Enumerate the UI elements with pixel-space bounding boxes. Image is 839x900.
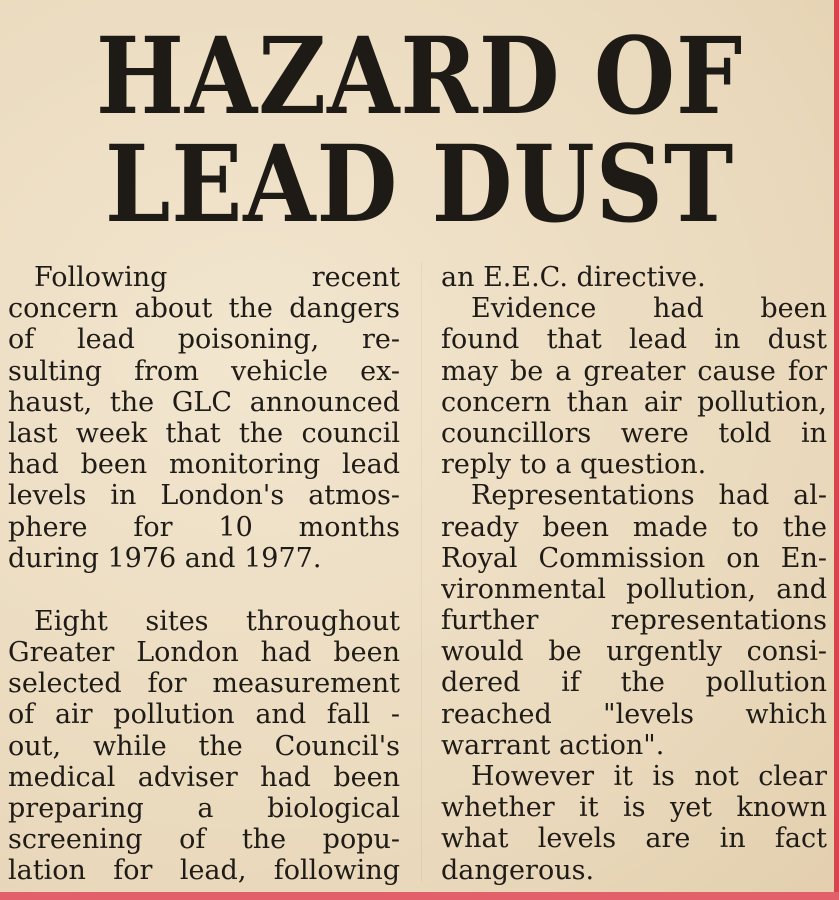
text-line: of air pollution and fall - bbox=[8, 699, 400, 731]
text-line: Eight sites throughout bbox=[34, 605, 400, 637]
text-line: ready been made to the bbox=[441, 511, 827, 543]
paragraph-3 bbox=[441, 262, 827, 293]
text-line: out, while the Council's bbox=[8, 730, 400, 762]
text-line: selected for measurement bbox=[8, 668, 400, 700]
text-line: dangerous. bbox=[441, 854, 595, 886]
text-line: councillors were told in bbox=[441, 417, 827, 449]
text-line: further representations bbox=[441, 605, 827, 637]
text-line: during 1976 and 1977. bbox=[8, 542, 322, 574]
text-line: vironmental pollution, and bbox=[441, 573, 827, 605]
paragraph-6 bbox=[441, 761, 827, 886]
text-line: levels in London's atmos- bbox=[8, 480, 400, 512]
text-line: Following recent bbox=[34, 262, 400, 293]
text-line: concern than air pollution, bbox=[441, 386, 827, 418]
text-line: screening of the popu- bbox=[8, 824, 400, 856]
text-line: an E.E.C. directive. bbox=[441, 262, 706, 293]
text-line: Evidence had been bbox=[471, 293, 827, 325]
clipping-border-right bbox=[834, 0, 839, 900]
paragraph-4 bbox=[441, 293, 827, 480]
article-column-left bbox=[8, 262, 400, 887]
text-line: Greater London had been bbox=[8, 637, 400, 669]
text-line: sulting from vehicle ex- bbox=[8, 355, 400, 387]
text-line: whether it is yet known bbox=[441, 792, 827, 824]
text-line: found that lead in dust bbox=[441, 324, 827, 356]
text-line: Royal Commission on En- bbox=[441, 542, 827, 574]
text-line: medical adviser had been bbox=[8, 761, 400, 793]
text-line: warrant action". bbox=[441, 729, 665, 761]
column-gutter bbox=[421, 262, 422, 882]
text-line: reply to a question. bbox=[441, 449, 707, 481]
article-column-right bbox=[441, 262, 827, 886]
text-line: reached "levels which bbox=[441, 698, 827, 730]
text-line: may be a greater cause for bbox=[441, 355, 827, 387]
text-line: Representations had al- bbox=[471, 480, 827, 512]
text-line: would be urgently consi- bbox=[441, 636, 827, 668]
headline bbox=[50, 13, 788, 246]
paragraph-5 bbox=[441, 480, 827, 761]
text-line: However it is not clear bbox=[471, 761, 827, 792]
paragraph-2 bbox=[8, 606, 400, 887]
text-line: dered if the pollution bbox=[441, 667, 827, 699]
text-line: concern about the dangers bbox=[8, 293, 400, 325]
clipping-border-bottom bbox=[0, 892, 839, 900]
text-line: preparing a biological bbox=[8, 793, 400, 824]
text-line: haust, the GLC announced bbox=[8, 386, 400, 418]
text-line: had been monitoring lead bbox=[8, 449, 400, 481]
headline-line-2: LEAD DUST bbox=[104, 121, 735, 246]
text-line: of lead poisoning, re- bbox=[8, 324, 400, 356]
headline-line-1: HAZARD OF bbox=[95, 13, 744, 138]
text-line: lation for lead, following bbox=[8, 855, 400, 887]
paragraph-1 bbox=[8, 262, 400, 574]
text-line: last week that the council bbox=[8, 417, 400, 449]
text-line: phere for 10 months bbox=[8, 511, 400, 543]
text-line: what levels are in fact bbox=[441, 823, 827, 855]
